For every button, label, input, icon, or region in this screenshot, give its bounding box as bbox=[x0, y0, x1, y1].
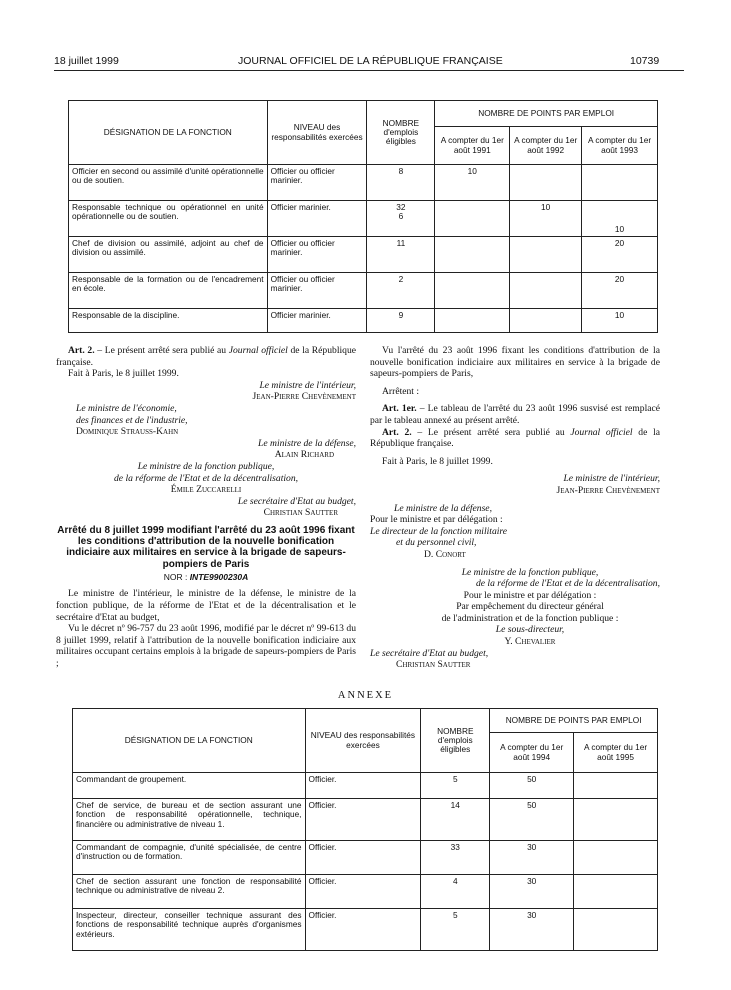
table-row bbox=[73, 841, 658, 875]
table-row bbox=[69, 165, 658, 201]
left-sig1-name: Jean-Pierre Chevènement bbox=[252, 391, 356, 403]
table-2-cell-niveau: Officier. bbox=[305, 841, 421, 875]
table-2-cell-points: 50 bbox=[490, 773, 574, 799]
right-sig3-pour: Pour le ministre et par délégation : bbox=[463, 589, 597, 601]
right-arretent: Arrêtent : bbox=[382, 385, 420, 397]
left-sig2-title-b: des finances et de l'industrie, bbox=[76, 414, 188, 426]
table-1-cell-nombre: 8 bbox=[367, 165, 435, 201]
right-sig3-emp-a: Par empêchement du directeur général bbox=[456, 601, 604, 613]
table-1-cell-points: 20 bbox=[582, 237, 658, 273]
table-1-cell-fonction: Responsable de la discipline. bbox=[69, 309, 268, 333]
table-1-h-fonction: DÉSIGNATION DE LA FONCTION bbox=[69, 101, 268, 165]
table-1-h-points: NOMBRE DE POINTS PAR EMPLOI bbox=[435, 101, 658, 127]
table-1-cell-points bbox=[510, 309, 582, 333]
left-art2-jo: Journal officiel bbox=[228, 345, 288, 356]
table-2-h-year: A compter du 1er août 1995 bbox=[574, 733, 658, 773]
table-1-cell-points bbox=[435, 273, 510, 309]
left-para-1: Le ministre de l'intérieur, le ministre de la défense, le ministre de la fonction publique, de la réforme de l'Etat et de la décentralisation et le secrétaire d'Etat au budget, bbox=[56, 588, 356, 623]
table-1-h-year: A compter du 1er août 1991 bbox=[435, 127, 510, 165]
table-1-cell-fonction: Chef de division ou assimilé, adjoint au chef de division ou assimilé. bbox=[69, 237, 268, 273]
right-column bbox=[370, 345, 660, 671]
table-1-cell-points: 10 bbox=[582, 309, 658, 333]
table-2-h-fonction: DÉSIGNATION DE LA FONCTION bbox=[73, 709, 306, 773]
table-1-cell-fonction: Responsable technique ou opérationnel en unité opérationnelle ou de soutien. bbox=[69, 201, 268, 237]
right-sig2-dir-b: et du personnel civil, bbox=[396, 537, 477, 549]
table-1-header-row bbox=[69, 101, 658, 127]
right-sig1-title: Le ministre de l'intérieur, bbox=[563, 473, 660, 485]
table-2-cell-points bbox=[574, 799, 658, 841]
table-1-cell-niveau: Officier ou officier marinier. bbox=[267, 237, 367, 273]
table-2-cell-nombre: 14 bbox=[421, 799, 490, 841]
table-1 bbox=[68, 100, 658, 333]
table-1-h-niveau: NIVEAU des responsabilités exercées bbox=[267, 101, 367, 165]
table-2-cell-fonction: Chef de section assurant une fonction de responsabilité technique ou administrative de niveau 2. bbox=[73, 875, 306, 909]
right-sig2-title: Le ministre de la défense, bbox=[394, 502, 492, 514]
table-1-cell-nombre: 9 bbox=[367, 309, 435, 333]
table-2-cell-points bbox=[574, 909, 658, 951]
table-1-cell-niveau: Officier ou officier marinier. bbox=[267, 273, 367, 309]
table-2-h-nombre: NOMBRE d'emplois éligibles bbox=[421, 709, 490, 773]
left-sig3-name: Alain Richard bbox=[274, 449, 334, 461]
table-2-cell-points: 30 bbox=[490, 841, 574, 875]
table-2-cell-nombre: 4 bbox=[421, 875, 490, 909]
left-art2-label: Art. 2. bbox=[68, 345, 95, 356]
header-page-number: 10739 bbox=[630, 55, 660, 67]
table-1-cell-points: 10 bbox=[582, 201, 658, 237]
table-1-cell-points bbox=[435, 309, 510, 333]
table-2-cell-nombre: 33 bbox=[421, 841, 490, 875]
table-2-cell-fonction: Inspecteur, directeur, conseiller technique assurant des fonctions de responsabilité technique auprès d'organismes extérieurs. bbox=[73, 909, 306, 951]
table-1-cell-niveau: Officier ou officier marinier. bbox=[267, 165, 367, 201]
table-row bbox=[73, 909, 658, 951]
table-1-h-nombre: NOMBRE d'emplois éligibles bbox=[367, 101, 435, 165]
table-1-cell-points bbox=[435, 201, 510, 237]
right-sig4-title: Le secrétaire d'Etat au budget, bbox=[370, 647, 489, 659]
right-sig2-name: D. Conort bbox=[424, 548, 466, 560]
table-2-cell-fonction: Commandant de compagnie, d'unité spécialisée, de centre d'instruction ou de formation. bbox=[73, 841, 306, 875]
right-sig3-sous: Le sous-directeur, bbox=[495, 624, 565, 636]
header-rule bbox=[54, 70, 684, 71]
table-row bbox=[73, 799, 658, 841]
left-sig2-title-a: Le ministre de l'économie, bbox=[76, 402, 177, 414]
left-sig4-title-b: de la réforme de l'Etat et de la décentralisation, bbox=[113, 472, 299, 484]
table-1-cell-points bbox=[510, 165, 582, 201]
left-sig5-name: Christian Sautter bbox=[263, 507, 338, 519]
right-article-2: Art. 2. – Le présent arrêté sera publié au Journal officiel de la République française. bbox=[370, 426, 660, 450]
header-date: 18 juillet 1999 bbox=[54, 55, 119, 67]
left-fait: Fait à Paris, le 8 juillet 1999. bbox=[68, 368, 179, 380]
left-sig4-name: Émile Zuccarelli bbox=[170, 484, 242, 496]
left-art2-text: – Le présent arrêté sera publié au bbox=[94, 345, 229, 356]
right-article-1: Art. 1er. – Le tableau de l'arrêté du 23 août 1996 susvisé est remplacé par le tableau annexé au présent arrêté. bbox=[370, 403, 661, 426]
right-sig1-name: Jean-Pierre Chevènement bbox=[556, 484, 660, 496]
table-row bbox=[69, 273, 658, 309]
table-2-h-points: NOMBRE DE POINTS PAR EMPLOI bbox=[490, 709, 658, 733]
table-2-cell-niveau: Officier. bbox=[305, 773, 421, 799]
table-row bbox=[73, 773, 658, 799]
table-1-h-year: A compter du 1er août 1993 bbox=[582, 127, 658, 165]
table-1-cell-points: 10 bbox=[510, 201, 582, 237]
left-sig1-title: Le ministre de l'intérieur, bbox=[259, 379, 356, 391]
table-2-cell-fonction: Chef de service, de bureau et de section assurant une fonction de responsabilité opérationnelle, technique, financière ou administrative de niveau 1. bbox=[73, 799, 306, 841]
table-1-cell-nombre: 32 6 bbox=[367, 201, 435, 237]
right-sig3-title-b: de la réforme de l'Etat et de la décentralisation, bbox=[475, 578, 660, 590]
left-para-2: Vu le décret nº 96-757 du 23 août 1996, modifié par le décret nº 99-613 du 8 juillet 1999, relatif à l'attribution de la nouvelle bonification indiciaire aux militaires occupant certains emplois à la brigade de sapeurs-pompiers de Paris ; bbox=[56, 623, 356, 669]
nor-reference: NOR : INTE9900230A bbox=[163, 571, 249, 582]
table-2-cell-points: 30 bbox=[490, 875, 574, 909]
left-sig2-name: Dominique Strauss-Kahn bbox=[76, 426, 179, 438]
table-1-cell-points bbox=[582, 165, 658, 201]
table-2-cell-niveau: Officier. bbox=[305, 875, 421, 909]
left-sig4-title-a: Le ministre de la fonction publique, bbox=[137, 460, 275, 472]
table-2-cell-points bbox=[574, 841, 658, 875]
left-art2-end: de la République française. bbox=[56, 345, 357, 368]
table-2 bbox=[72, 708, 658, 951]
table-row bbox=[69, 237, 658, 273]
table-row bbox=[69, 201, 658, 237]
table-1-cell-fonction: Officier en second ou assimilé d'unité opérationnelle ou de soutien. bbox=[69, 165, 268, 201]
left-sig5-title: Le secrétaire d'Etat au budget, bbox=[237, 495, 356, 507]
table-2-h-year: A compter du 1er août 1994 bbox=[490, 733, 574, 773]
table-1-cell-niveau: Officier marinier. bbox=[267, 309, 367, 333]
table-1-h-year: A compter du 1er août 1992 bbox=[510, 127, 582, 165]
table-2-cell-niveau: Officier. bbox=[305, 799, 421, 841]
left-sig3-title: Le ministre de la défense, bbox=[258, 437, 356, 449]
right-sig2-dir-a: Le directeur de la fonction militaire bbox=[370, 525, 508, 537]
header-journal-title: JOURNAL OFFICIEL DE LA RÉPUBLIQUE FRANÇAISE bbox=[238, 55, 503, 67]
table-1-cell-points bbox=[510, 237, 582, 273]
right-sig4-name: Christian Sautter bbox=[396, 659, 471, 671]
left-article-2 bbox=[56, 345, 356, 368]
table-2-cell-points: 50 bbox=[490, 799, 574, 841]
table-2-cell-niveau: Officier. bbox=[305, 909, 421, 951]
table-2-cell-points bbox=[574, 875, 658, 909]
table-1-cell-points bbox=[435, 237, 510, 273]
table-1-cell-nombre: 11 bbox=[367, 237, 435, 273]
table-row bbox=[73, 875, 658, 909]
table-2-cell-nombre: 5 bbox=[421, 909, 490, 951]
table-1-cell-points: 10 bbox=[435, 165, 510, 201]
right-sig3-name: Y. Chevalier bbox=[504, 636, 556, 648]
table-1-cell-nombre: 2 bbox=[367, 273, 435, 309]
table-2-cell-nombre: 5 bbox=[421, 773, 490, 799]
right-sig3-title-a: Le ministre de la fonction publique, bbox=[461, 566, 599, 578]
table-2-cell-fonction: Commandant de groupement. bbox=[73, 773, 306, 799]
table-2-header-row bbox=[73, 709, 658, 733]
table-2-cell-points: 30 bbox=[490, 909, 574, 951]
table-2-cell-points bbox=[574, 773, 658, 799]
table-1-cell-points bbox=[510, 273, 582, 309]
table-2-h-niveau: NIVEAU des responsabilités exercées bbox=[305, 709, 421, 773]
table-1-cell-fonction: Responsable de la formation ou de l'encadrement en école. bbox=[69, 273, 268, 309]
table-1-cell-niveau: Officier marinier. bbox=[267, 201, 367, 237]
arrete-title: Arrêté du 8 juillet 1999 modifiant l'arrêté du 23 août 1996 fixant les conditions d'attribution de la nouvelle bonification indiciaire aux militaires en service à la brigade de sapeurs-pompiers de Paris bbox=[57, 524, 355, 570]
annexe-title: ANNEXE bbox=[337, 690, 394, 701]
right-fait: Fait à Paris, le 8 juillet 1999. bbox=[382, 455, 493, 467]
right-vu: Vu l'arrêté du 23 août 1996 fixant les conditions d'attribution de la nouvelle bonification indiciaire aux militaires en service à la brigade de sapeurs-pompiers de Paris, bbox=[370, 345, 660, 380]
left-column bbox=[56, 345, 356, 669]
table-1-cell-points: 20 bbox=[582, 273, 658, 309]
table-row bbox=[69, 309, 658, 333]
right-sig3-emp-b: de l'administration et de la fonction publique : bbox=[441, 612, 619, 624]
right-sig2-pour: Pour le ministre et par délégation : bbox=[370, 514, 503, 526]
